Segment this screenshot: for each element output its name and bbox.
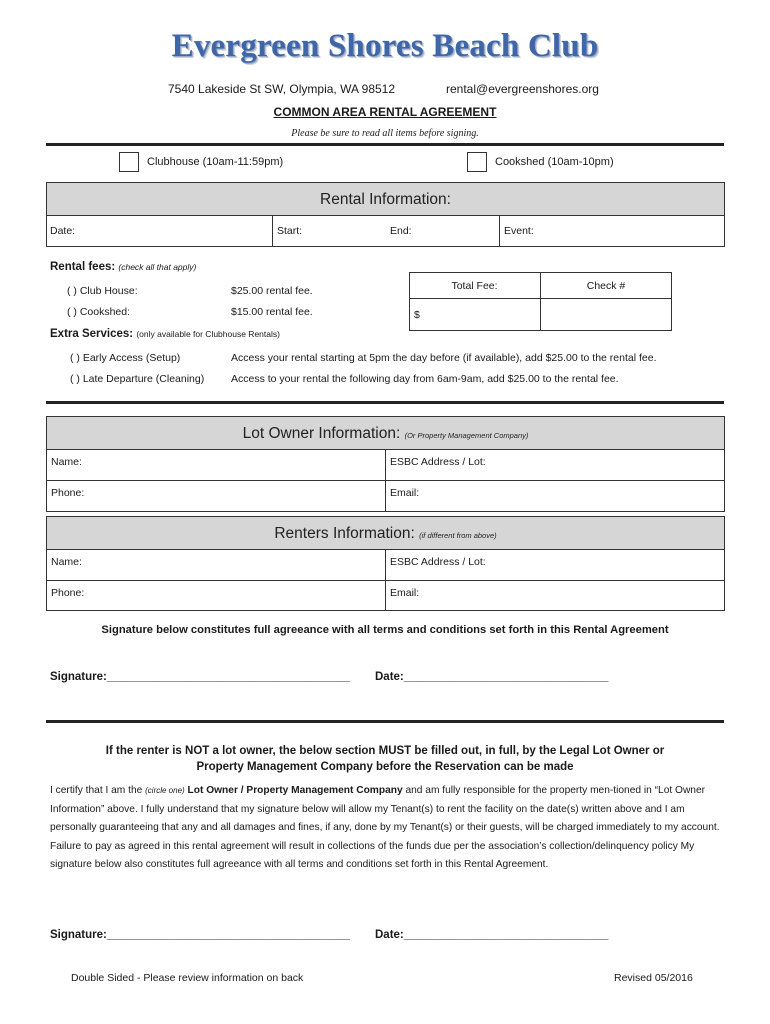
club-address: 7540 Lakeside St SW, Olympia, WA 98512 [168, 82, 396, 96]
read-note: Please be sure to read all items before signing. [291, 128, 479, 139]
circle-one-note: (circle one) [145, 786, 185, 795]
revision-date: Revised 05/2016 [614, 972, 693, 984]
start-field[interactable]: Start: [277, 225, 303, 237]
club-email: rental@evergreenshores.org [446, 82, 599, 96]
extra-services-heading-row [50, 328, 280, 340]
rental-info-row [46, 215, 725, 247]
rental-fees-note: (check all that apply) [118, 262, 197, 272]
end-field[interactable]: End: [390, 225, 412, 237]
total-fee-input[interactable]: $ [414, 309, 420, 321]
owner-name-field[interactable]: Name: [46, 449, 386, 481]
rental-info-header [46, 182, 725, 216]
total-fee-label: Total Fee: [451, 280, 498, 292]
section-divider-1 [46, 401, 724, 404]
top-divider [46, 143, 724, 146]
agreement-statement: Signature below constitutes full agreeance with all terms and conditions set forth in this Rental Agreement [101, 624, 669, 636]
early-access-option[interactable]: ( ) Early Access (Setup) [70, 352, 181, 364]
owner-date-line[interactable]: Date:________________________________ [375, 929, 609, 941]
early-access-desc: Access your rental starting at 5pm the day before (if available), add $25.00 to the rental fee. [231, 352, 657, 364]
club-title: Evergreen Shores Beach Club [171, 28, 599, 64]
renter-phone-field[interactable]: Phone: [46, 580, 386, 611]
owner-info-header [46, 416, 725, 450]
clubhouse-checkbox[interactable] [119, 152, 139, 172]
renter-info-header [46, 516, 725, 550]
owner-requirement-statement [0, 743, 770, 775]
owner-requirement-line-1: If the renter is NOT a lot owner, the below section MUST be filled out, in full, by the Legal Lot Owner or [105, 745, 665, 757]
certification-text-2: and am fully responsible for the property men-tioned in “Lot Owner Information” above. I fully understand that my signature below will allow my Tenant(s) to rent the facility on the date(s) written above and I am personally guaranteeing that any and all damages and fines, if any, done by my Tenant(s) or their guests, will be charged immediately to my account. Failure to pay as agreed in this rental agreement will result in collections of the funds due per the association’s collection/delinquency policy My signature below also constitutes full agreeance with all terms and conditions set forth in this Rental Agreement. [50, 785, 720, 870]
renter-info-heading: Renters Information: [274, 525, 415, 542]
owner-info-note: (Or Property Management Company) [404, 431, 529, 440]
owner-requirement-line-2: Property Management Company before the Reservation can be made [196, 761, 574, 773]
renter-signature-line[interactable]: Signature:______________________________________ [50, 671, 350, 683]
club-house-option[interactable]: ( ) Club House: [67, 285, 138, 297]
cookshed-option[interactable]: ( ) Cookshed: [67, 306, 131, 318]
footer-note: Double Sided - Please review information on back [71, 972, 304, 984]
check-number-label: Check # [586, 280, 626, 292]
cookshed-fee: $15.00 rental fee. [231, 306, 313, 318]
cookshed-label: Cookshed (10am-10pm) [495, 156, 614, 168]
owner-address-field[interactable]: ESBC Address / Lot: [385, 449, 725, 481]
owner-phone-field[interactable]: Phone: [46, 480, 386, 512]
rental-info-divider-1 [272, 215, 273, 247]
owner-email-field[interactable]: Email: [385, 480, 725, 512]
clubhouse-label: Clubhouse (10am-11:59pm) [147, 156, 284, 168]
renter-address-field[interactable]: ESBC Address / Lot: [385, 549, 725, 581]
fee-table-row-divider [409, 298, 672, 299]
owner-type-choice[interactable]: Lot Owner / Property Management Company [184, 785, 403, 796]
club-house-fee: $25.00 rental fee. [231, 285, 313, 297]
owner-signature-line[interactable]: Signature:______________________________________ [50, 929, 350, 941]
cookshed-checkbox[interactable] [467, 152, 487, 172]
late-departure-desc: Access to your rental the following day from 6am-9am, add $25.00 to the rental fee. [231, 373, 619, 385]
check-number-input[interactable] [542, 300, 670, 329]
owner-info-heading: Lot Owner Information: [242, 425, 401, 442]
rental-fees-heading-row [50, 261, 196, 273]
extra-services-note: (only available for Clubhouse Rentals) [136, 329, 280, 339]
rental-fees-heading: Rental fees: [50, 261, 116, 273]
certification-text-1: I certify that I am the [50, 785, 146, 796]
certification-paragraph [50, 782, 730, 875]
late-departure-option[interactable]: ( ) Late Departure (Cleaning) [70, 373, 205, 385]
renter-name-field[interactable]: Name: [46, 549, 386, 581]
event-field[interactable]: Event: [504, 225, 534, 237]
renter-email-field[interactable]: Email: [385, 580, 725, 611]
date-field[interactable]: Date: [50, 225, 76, 237]
renter-date-line[interactable]: Date:________________________________ [375, 671, 609, 683]
form-subtitle: COMMON AREA RENTAL AGREEMENT [273, 105, 497, 119]
section-divider-2 [46, 720, 724, 723]
extra-services-heading: Extra Services: [50, 328, 134, 340]
rental-info-divider-2 [499, 215, 500, 247]
renter-info-note: (if different from above) [419, 531, 497, 540]
rental-info-heading: Rental Information: [320, 191, 451, 208]
